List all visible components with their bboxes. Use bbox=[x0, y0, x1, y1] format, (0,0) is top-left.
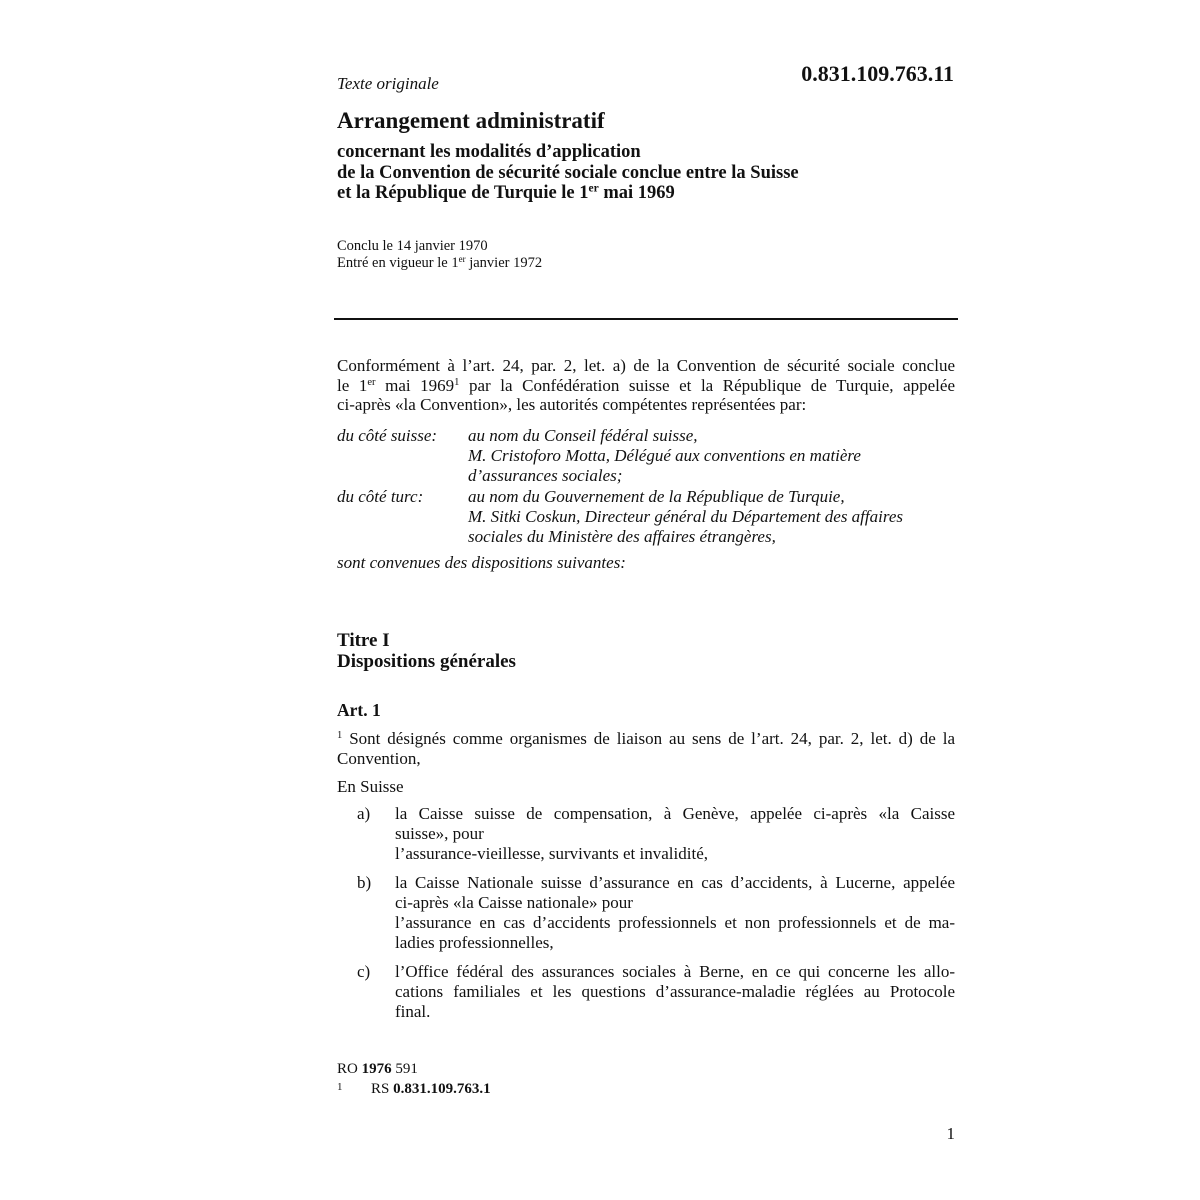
ro-reference: RO 1976 591 bbox=[337, 1061, 418, 1077]
footnote-number: 1 bbox=[337, 1081, 343, 1093]
preamble-line: ci-après «la Convention», les autorités compétentes représentées par: bbox=[337, 395, 807, 414]
footnotes bbox=[337, 1059, 491, 1099]
article-heading: Art. 1 bbox=[337, 700, 381, 720]
list-item: a) la Caisse suisse de compensation, à Genève, appelée ci-après «la Caisse suisse», pour l’assurance-vieillesse, survivants et invalidité, bbox=[357, 804, 955, 863]
subtitle-line: concernant les modalités d’application bbox=[337, 142, 641, 162]
subtitle-line: de la Convention de sécurité sociale conclue entre la Suisse bbox=[337, 162, 799, 183]
page-title: Arrangement administratif bbox=[337, 108, 605, 133]
source-label: Texte originale bbox=[337, 74, 439, 93]
page-subtitle bbox=[337, 142, 957, 204]
section-title: Dispositions générales bbox=[337, 651, 516, 672]
concluded-date: Conclu le 14 janvier 1970 bbox=[337, 238, 488, 254]
treaty-dates bbox=[337, 238, 542, 272]
section-number: Titre I bbox=[337, 630, 390, 651]
party-label: du côté turc: bbox=[337, 487, 424, 506]
horizontal-rule bbox=[334, 318, 958, 320]
party-swiss bbox=[337, 426, 957, 488]
list-item: b) la Caisse Nationale suisse d’assurance en cas d’accidents, à Lucerne, appelée ci-après «la Caisse nationale» pour l’assurance en cas d’accidents professionnels et non professionnels et de ma- ladies professionnelles, bbox=[357, 873, 955, 952]
list-marker: a) bbox=[357, 804, 371, 823]
page-number: 1 bbox=[946, 1124, 955, 1143]
list-marker: b) bbox=[357, 873, 372, 892]
in-force-date: Entré en vigueur le 1er janvier 1972 bbox=[337, 254, 543, 271]
subtitle-line: et la République de Turquie le 1er mai 1969 bbox=[337, 182, 675, 203]
party-turkish bbox=[337, 487, 957, 549]
preamble-paragraph bbox=[337, 356, 955, 415]
sr-number: 0.831.109.763.11 bbox=[801, 61, 954, 86]
list-marker: c) bbox=[357, 962, 371, 981]
preamble-line: Conformément à l’art. 24, par. 2, let. a) de la Convention de sécurité sociale conclue bbox=[337, 356, 955, 375]
list-item: c) l’Office fédéral des assurances sociales à Berne, en ce qui concerne les allo- cations familiales et les questions d’assurance-maladie réglées au Protocole final. bbox=[357, 962, 955, 1021]
party-representatives: au nom du Gouvernement de la République de Turquie, M. Sitki Coskun, Directeur général du Département des affaires sociales du Ministère des affaires étrangères, bbox=[468, 487, 903, 546]
country-label: En Suisse bbox=[337, 777, 404, 796]
article-paragraph: $^1$ Sont désignés comme organismes de liaison au sens de l’art. 24, par. 2, let. d) de la Convention, bbox=[337, 729, 955, 768]
section-heading bbox=[337, 630, 516, 672]
footnote-1: 1 RS 0.831.109.763.1 bbox=[337, 1079, 491, 1099]
agreement-clause: sont convenues des dispositions suivantes: bbox=[337, 553, 626, 572]
preamble-line: le 1er mai 1969$^1$ par la Confédération suisse et la République de Turquie, appelée bbox=[337, 375, 955, 395]
party-representatives: au nom du Conseil fédéral suisse, M. Cristoforo Motta, Délégué aux conventions en matière d’assurances sociales; bbox=[468, 426, 861, 485]
footnote-ref[interactable]: 1 bbox=[454, 376, 460, 388]
party-label: du côté suisse: bbox=[337, 426, 438, 445]
paragraph-number: 1 bbox=[337, 730, 343, 742]
